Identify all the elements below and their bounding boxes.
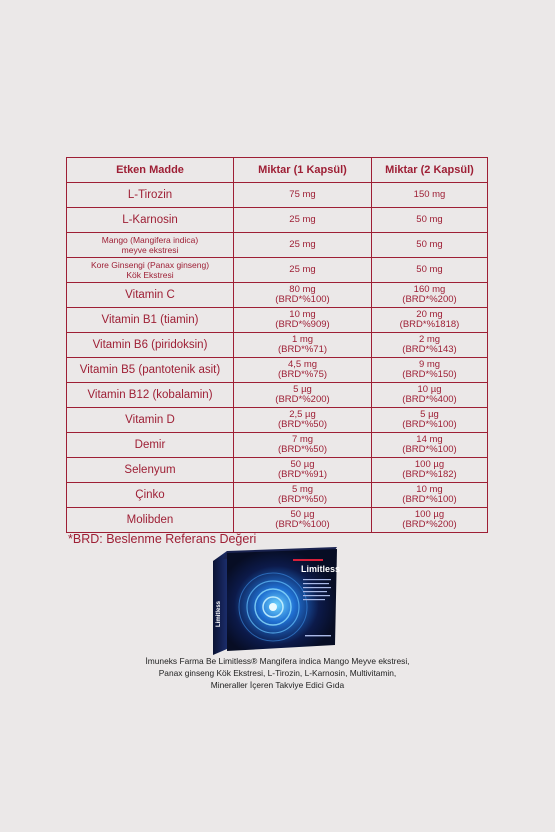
caption-line: Mineraller İçeren Takviye Edici Gıda: [210, 680, 345, 690]
ingredient-name: Demir: [67, 433, 234, 458]
amount-2: [372, 383, 488, 408]
product-box-image: [205, 547, 345, 657]
ingredient-name: L-Tirozin: [67, 183, 234, 208]
amount-value: 2 mg: [418, 334, 441, 345]
ingredient-name: Vitamin D: [67, 408, 234, 433]
amount-2: 50 mg: [372, 258, 488, 283]
amount-2: [372, 483, 488, 508]
table-row: [67, 208, 488, 233]
amount-value: 7 mg: [291, 434, 314, 445]
caption-line: Panax ginseng Kök Ekstresi, L-Tirozin, L-Karnosin, Multivitamin,: [158, 668, 397, 678]
amount-1: [234, 283, 372, 308]
table-row: [67, 458, 488, 483]
amount-rdv: (BRD*%400): [402, 394, 457, 405]
box-side-logo: Limitless: [216, 600, 222, 627]
amount-1: [234, 458, 372, 483]
table-row: [67, 233, 488, 258]
ingredient-name: Selenyum: [67, 458, 234, 483]
amount-rdv: (BRD*%91): [277, 469, 328, 480]
table-row: [67, 508, 488, 533]
amount-2: 150 mg: [372, 183, 488, 208]
table-row: [67, 308, 488, 333]
header-amount-1-capsule: Miktar (1 Kapsül): [234, 158, 372, 183]
brd-footnote: *BRD: Beslenme Referans Değeri: [68, 532, 257, 546]
ingredient-name: Çinko: [67, 483, 234, 508]
ingredient-name: Vitamin B12 (kobalamin): [67, 383, 234, 408]
ingredient-name: Vitamin B6 (piridoksin): [67, 333, 234, 358]
amount-value: 50 µg: [290, 509, 315, 520]
ingredient-name: Vitamin B1 (tiamin): [67, 308, 234, 333]
amount-rdv: (BRD*%50): [277, 494, 328, 505]
amount-value: 20 mg: [416, 309, 443, 320]
amount-value: 5 mg: [291, 484, 314, 495]
amount-rdv: (BRD*%182): [402, 469, 457, 480]
table-row: [67, 183, 488, 208]
amount-2: 50 mg: [372, 208, 488, 233]
amount-1: [234, 508, 372, 533]
header-ingredient: Etken Madde: [67, 158, 234, 183]
amount-1: [234, 333, 372, 358]
amount-2: [372, 408, 488, 433]
table-row: [67, 408, 488, 433]
amount-rdv: (BRD*%100): [402, 419, 457, 430]
amount-rdv: (BRD*%100): [275, 294, 330, 305]
amount-rdv: (BRD*%200): [402, 294, 457, 305]
amount-rdv: (BRD*%50): [277, 444, 328, 455]
amount-1: [234, 358, 372, 383]
amount-rdv: (BRD*%100): [402, 444, 457, 455]
ingredient-name-line2: meyve ekstresi: [121, 245, 179, 255]
amount-rdv: (BRD*%100): [275, 519, 330, 530]
brand-accent-bar: [293, 559, 323, 561]
amount-1: 25 mg: [234, 208, 372, 233]
amount-rdv: (BRD*%100): [402, 494, 457, 505]
amount-2: [372, 333, 488, 358]
amount-rdv: (BRD*%75): [277, 369, 328, 380]
amount-value: 2,5 µg: [289, 409, 316, 420]
amount-1: [234, 308, 372, 333]
table-row: [67, 333, 488, 358]
amount-rdv: (BRD*%909): [275, 319, 330, 330]
ingredient-name: Vitamin C: [67, 283, 234, 308]
ingredient-name-line2: Kök Ekstresi: [126, 270, 174, 280]
amount-value: 5 µg: [420, 409, 439, 420]
table-row: [67, 283, 488, 308]
amount-1: 25 mg: [234, 258, 372, 283]
ingredient-name-line1: Kore Ginsengi (Panax ginseng): [90, 260, 210, 270]
ingredient-name: L-Karnosin: [67, 208, 234, 233]
ingredient-table: [66, 157, 488, 533]
caption-line: İmuneks Farma Be Limitless® Mangifera indica Mango Meyve ekstresi,: [145, 656, 410, 666]
amount-1: [234, 433, 372, 458]
amount-2: [372, 283, 488, 308]
amount-rdv: (BRD*%150): [402, 369, 457, 380]
amount-value: 14 mg: [416, 434, 443, 445]
amount-2: [372, 433, 488, 458]
table-row: [67, 383, 488, 408]
ingredient-name: [67, 258, 234, 283]
amount-value: 9 mg: [418, 359, 441, 370]
table-row: [67, 483, 488, 508]
amount-rdv: (BRD*%200): [275, 394, 330, 405]
table-header-row: [67, 158, 488, 183]
table-row: [67, 358, 488, 383]
amount-value: 160 mg: [413, 284, 446, 295]
ingredient-name: [67, 233, 234, 258]
amount-rdv: (BRD*%1818): [399, 319, 460, 330]
amount-value: 10 mg: [416, 484, 443, 495]
header-amount-2-capsule: Miktar (2 Kapsül): [372, 158, 488, 183]
amount-value: 100 µg: [414, 459, 445, 470]
amount-value: 1 mg: [291, 334, 314, 345]
amount-value: 10 mg: [289, 309, 316, 320]
amount-value: 80 mg: [289, 284, 316, 295]
amount-2: [372, 508, 488, 533]
table-row: [67, 433, 488, 458]
amount-2: [372, 358, 488, 383]
amount-1: [234, 383, 372, 408]
amount-2: 50 mg: [372, 233, 488, 258]
ingredient-name-line1: Mango (Mangifera indica): [101, 235, 199, 245]
amount-2: [372, 458, 488, 483]
amount-value: 100 µg: [414, 509, 445, 520]
amount-rdv: (BRD*%71): [277, 344, 328, 355]
ingredient-table-container: [66, 157, 487, 533]
ingredient-name: Molibden: [67, 508, 234, 533]
amount-rdv: (BRD*%200): [402, 519, 457, 530]
table-row: [67, 258, 488, 283]
amount-1: [234, 483, 372, 508]
ingredient-name: Vitamin B5 (pantotenik asit): [67, 358, 234, 383]
amount-1: 25 mg: [234, 233, 372, 258]
amount-1: 75 mg: [234, 183, 372, 208]
amount-2: [372, 308, 488, 333]
product-caption: [90, 655, 465, 691]
amount-value: 50 µg: [290, 459, 315, 470]
brand-logo: Limitless: [301, 564, 341, 574]
amount-value: 5 µg: [293, 384, 312, 395]
amount-1: [234, 408, 372, 433]
amount-value: 10 µg: [417, 384, 442, 395]
amount-value: 4,5 mg: [287, 359, 318, 370]
amount-rdv: (BRD*%143): [402, 344, 457, 355]
amount-rdv: (BRD*%50): [277, 419, 328, 430]
